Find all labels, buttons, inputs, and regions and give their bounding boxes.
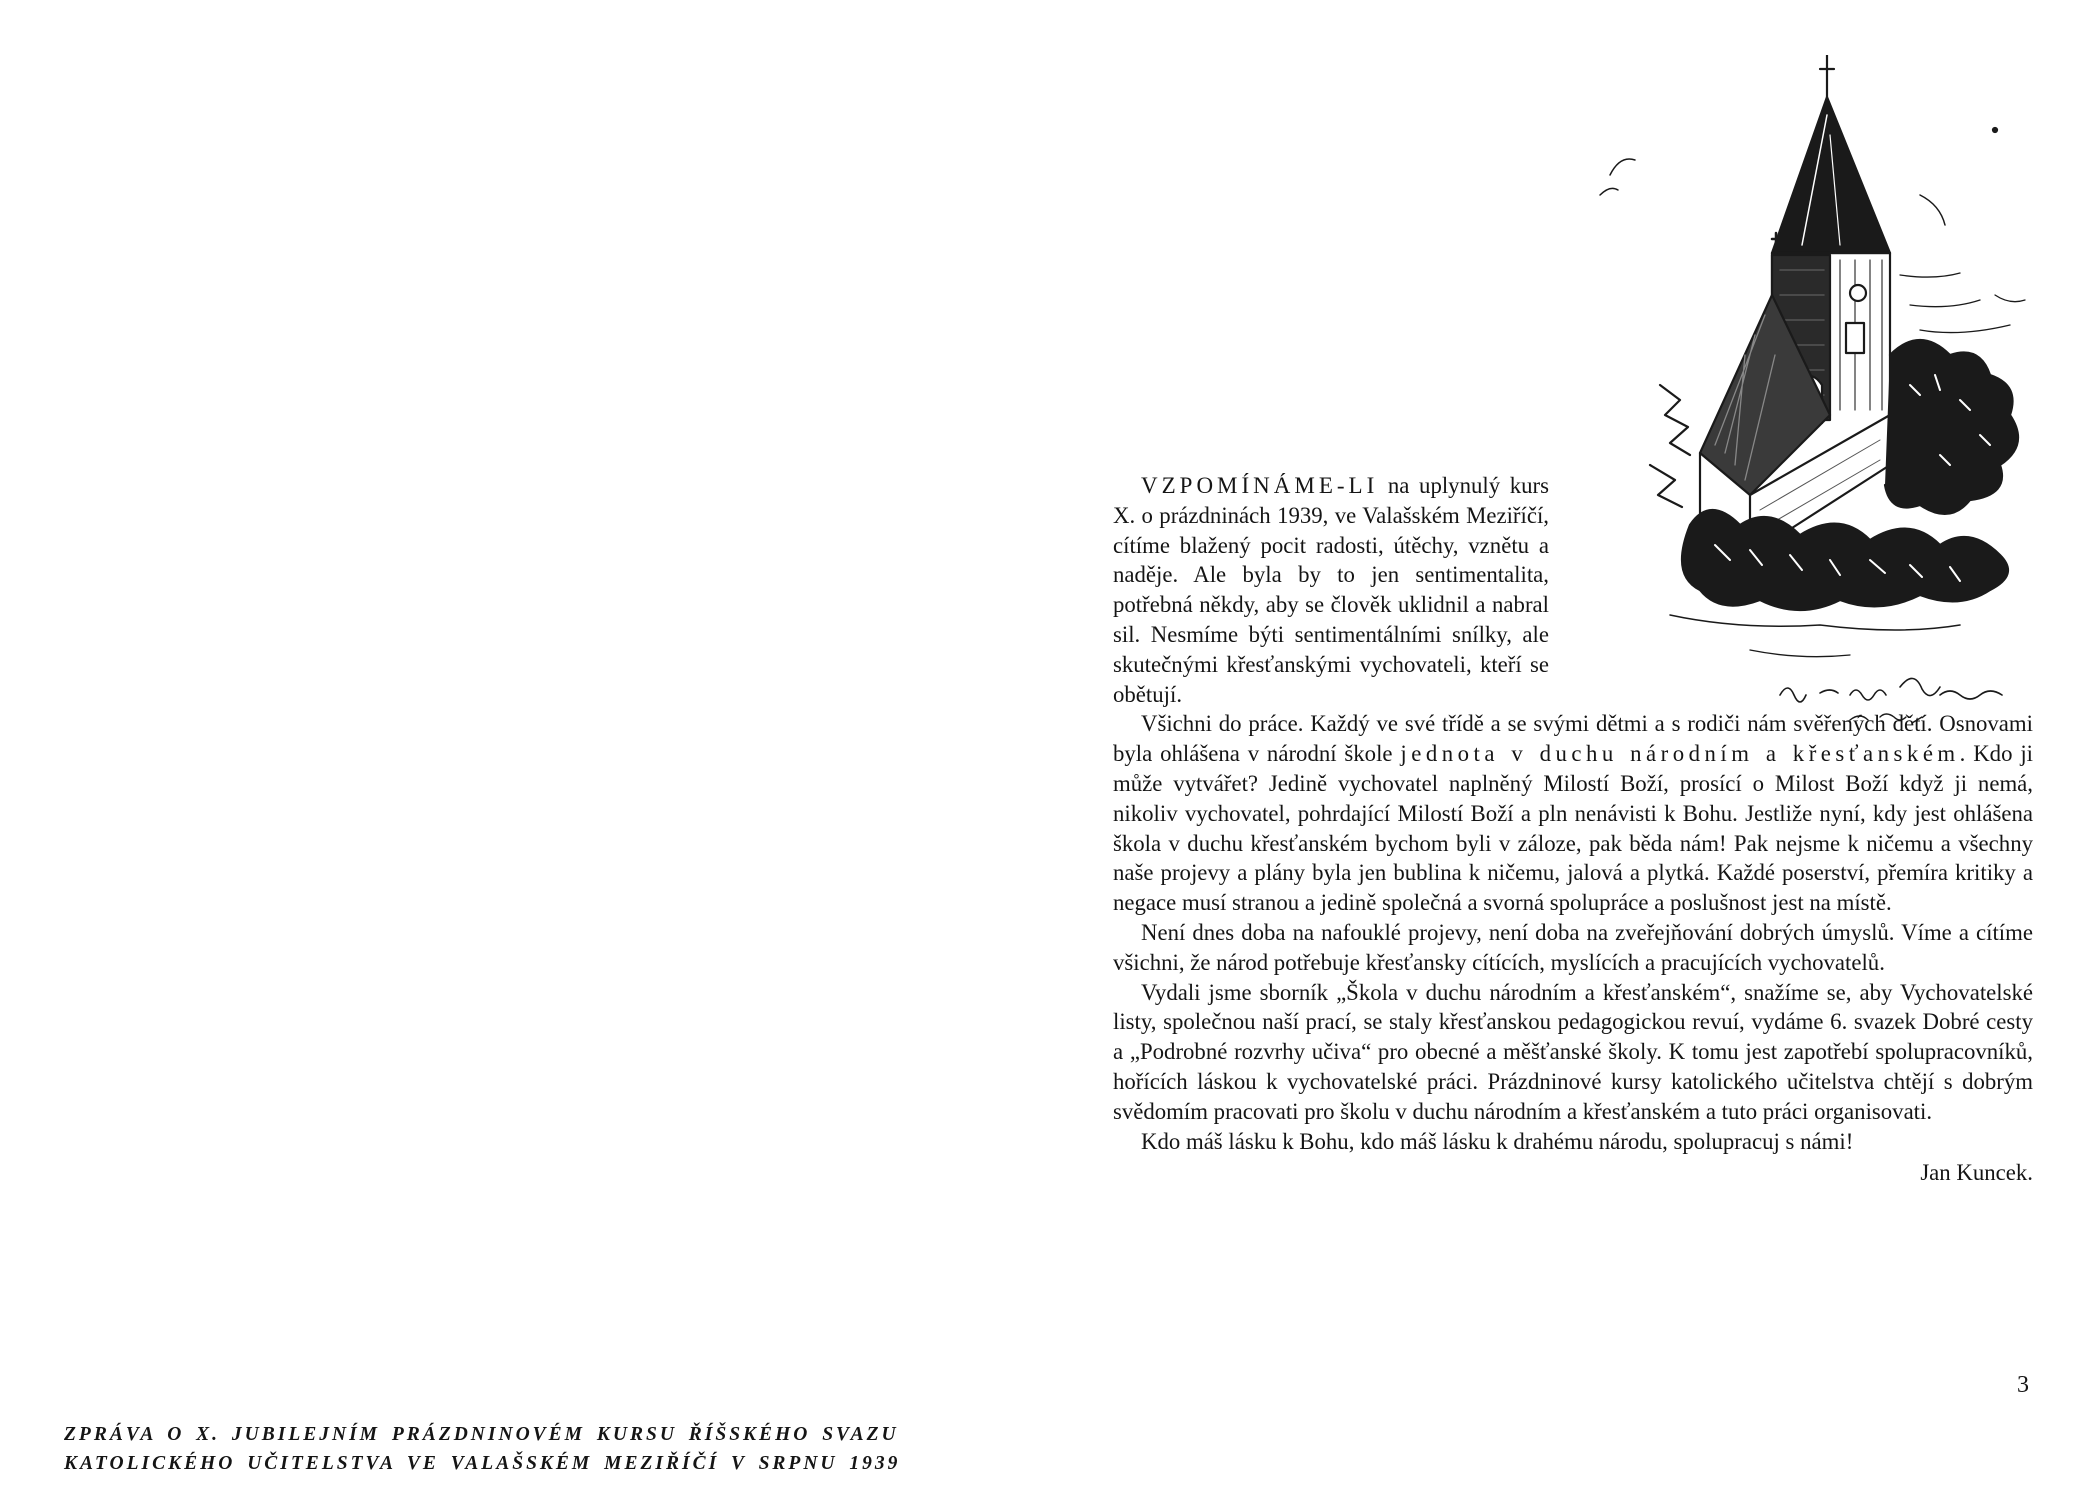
paragraph-2: [1113, 709, 2033, 918]
signature: Jan Kuncek.: [1920, 1160, 2033, 1186]
paragraph-4: Vydali jsme sborník „Škola v duchu národním a křesťanském“, snažíme se, aby Vychovatelské listy, společnou naší prací, se staly křesťanskou pedagogickou revuí, vydáme 6. svazek Dobré cesty a „Podrobné rozvrhy učiva“ pro obecné a měšťanské školy. K tomu jest zapotřebí spolupracovníků, hořících láskou k vychovatelské práci. Prázdninové kursy katolického učitelstva chtějí s dobrým svědomím pracovati pro školu v duchu národním a křesťanském a tuto práci organisovati.: [1113, 979, 2033, 1124]
paragraph-2-spaced: jednota v duchu národním a křesťanském: [1400, 741, 1960, 767]
paragraph-2-part-b: . Kdo ji může vytvářet? Jedině vychovatel naplněný Milostí Boží, prosící o Milost Boží když ji nemá, nikoliv vychovatel, pohrdající Milostí Boží a pln nenávisti k Bohu. Jestliže nyní, kdy jest ohlášena škola v duchu křesťanském bychom byli v záloze, pak běda nám! Pak nejsme k ničemu a všechny naše projevy a plány byla jen bublina k ničemu, jalová a plytká. Každé poserství, přemíra kritiky a negace musí stranou a jedině společná a svorná spolupráce a poslušnost jest na místě.: [1113, 741, 2033, 916]
intro-lead: VZPOMÍNÁME-LI: [1141, 473, 1379, 498]
caption-line-1: ZPRÁVA O X. JUBILEJNÍM PRÁZDNINOVÉM KURSU ŘÍŠSKÉHO SVAZU: [64, 1424, 899, 1445]
caption-line-2: KATOLICKÉHO UČITELSTVA VE VALAŠSKÉM MEZIŘÍČÍ V SRPNU 1939: [64, 1453, 901, 1474]
intro-text: na uplynulý kurs X. o prázdninách 1939, ve Valašském Meziříčí, cítíme blažený pocit radosti, útěchy, vznětu a naděje. Ale byla by to jen sentimentalita, potřebná někdy, aby se člověk uklidnil a nabral sil. Nesmíme býti sentimentálními snílky, ale skutečnými křesťanskými vychovateli, kteří se obětují.: [1113, 473, 1549, 707]
paragraph-2-part-a: Všichni do práce. Každý ve své třídě a se svými dětmi a s rodiči nám svěřených dětí. Osnovami byla ohlášena v národní škole: [1113, 711, 2033, 767]
paragraph-5: Kdo máš lásku k Bohu, kdo máš lásku k drahému národu, spolupracuj s námi!: [1141, 1128, 1854, 1154]
intro-paragraph: [1113, 471, 1549, 709]
page-number: 3: [2017, 1372, 2029, 1398]
left-page-caption: [64, 1420, 1004, 1478]
paragraph-3: Není dnes doba na nafouklé projevy, není doba na zveřejňování dobrých úmyslů. Víme a cítíme všichni, že národ potřebuje křesťansky cítících, myslících a pracujících vychovatelů.: [1113, 919, 2033, 975]
article-text: [1113, 471, 2033, 1188]
